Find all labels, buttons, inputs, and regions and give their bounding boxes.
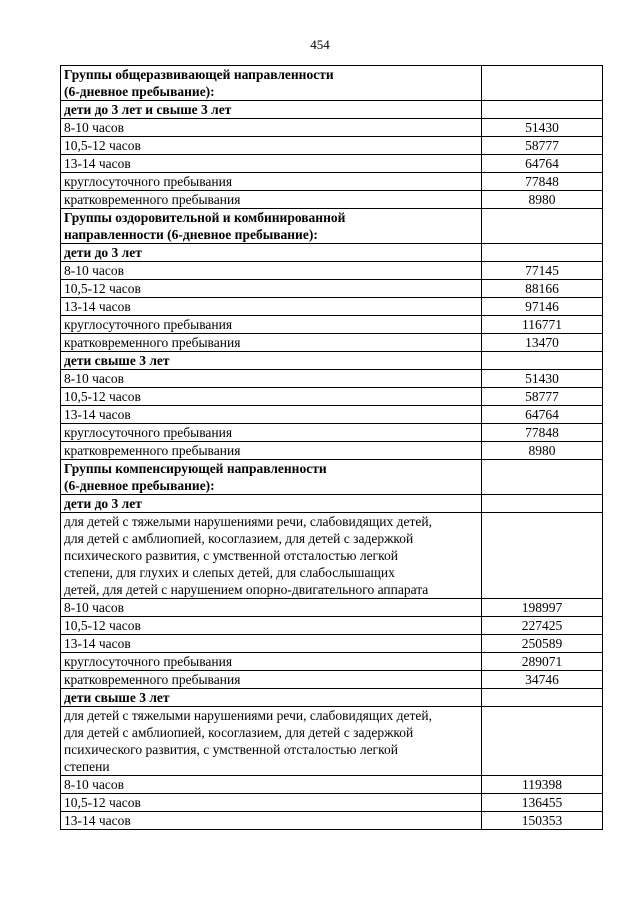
row-label: кратковременного пребывания <box>61 191 482 209</box>
row-value: 227425 <box>482 617 603 635</box>
row-label: 13-14 часов <box>61 406 482 424</box>
table-row <box>61 119 603 137</box>
row-label: кратковременного пребывания <box>61 442 482 460</box>
category-description: для детей с тяжелыми нарушениями речи, слабовидящих детей, для детей с амблиопией, косоглазием, для детей с задержкой психического развития, с умственной отсталостью легкой степени, для глухих и слепых детей, для слабослышащих детей, для детей с нарушением опорно-двигательного аппарата <box>61 513 482 599</box>
table-row <box>61 262 603 280</box>
table-row <box>61 137 603 155</box>
row-value: 64764 <box>482 155 603 173</box>
age-subheading: дети до 3 лет <box>61 244 482 262</box>
table-row <box>61 635 603 653</box>
table-row <box>61 776 603 794</box>
group-heading-row <box>61 209 603 244</box>
row-label: 8-10 часов <box>61 119 482 137</box>
row-label: кратковременного пребывания <box>61 334 482 352</box>
table-row <box>61 280 603 298</box>
empty-value-cell <box>482 460 603 495</box>
row-label: 10,5-12 часов <box>61 137 482 155</box>
row-label: 10,5-12 часов <box>61 617 482 635</box>
table-row <box>61 316 603 334</box>
row-label: 8-10 часов <box>61 262 482 280</box>
row-value: 34746 <box>482 671 603 689</box>
row-value: 58777 <box>482 388 603 406</box>
row-label: 10,5-12 часов <box>61 794 482 812</box>
table-row <box>61 298 603 316</box>
table-row <box>61 406 603 424</box>
row-label: 13-14 часов <box>61 298 482 316</box>
category-description: для детей с тяжелыми нарушениями речи, слабовидящих детей, для детей с амблиопией, косоглазием, для детей с задержкой психического развития, с умственной отсталостью легкой степени <box>61 707 482 776</box>
table-row <box>61 442 603 460</box>
table-row <box>61 794 603 812</box>
row-label: 13-14 часов <box>61 635 482 653</box>
empty-value-cell <box>482 689 603 707</box>
age-subheading: дети до 3 лет и свыше 3 лет <box>61 101 482 119</box>
empty-value-cell <box>482 707 603 776</box>
row-value: 58777 <box>482 137 603 155</box>
age-subheading-row <box>61 101 603 119</box>
group-heading: Группы оздоровительной и комбинированной направленности (6-дневное пребывание): <box>61 209 482 244</box>
empty-value-cell <box>482 244 603 262</box>
empty-value-cell <box>482 209 603 244</box>
row-value: 77145 <box>482 262 603 280</box>
age-subheading-row <box>61 689 603 707</box>
table-row <box>61 812 603 830</box>
row-value: 250589 <box>482 635 603 653</box>
group-heading-row <box>61 66 603 101</box>
row-value: 51430 <box>482 119 603 137</box>
row-label: 13-14 часов <box>61 155 482 173</box>
age-subheading: дети свыше 3 лет <box>61 689 482 707</box>
row-label: 13-14 часов <box>61 812 482 830</box>
row-value: 77848 <box>482 424 603 442</box>
table-row <box>61 155 603 173</box>
group-heading: Группы компенсирующей направленности (6-дневное пребывание): <box>61 460 482 495</box>
row-value: 51430 <box>482 370 603 388</box>
age-subheading: дети свыше 3 лет <box>61 352 482 370</box>
group-heading-row <box>61 460 603 495</box>
row-value: 97146 <box>482 298 603 316</box>
table-row <box>61 617 603 635</box>
row-value: 13470 <box>482 334 603 352</box>
category-description-row <box>61 513 603 599</box>
empty-value-cell <box>482 513 603 599</box>
row-value: 198997 <box>482 599 603 617</box>
age-subheading-row <box>61 244 603 262</box>
age-subheading-row <box>61 495 603 513</box>
empty-value-cell <box>482 352 603 370</box>
row-value: 136455 <box>482 794 603 812</box>
table-row <box>61 191 603 209</box>
row-label: 10,5-12 часов <box>61 388 482 406</box>
row-label: круглосуточного пребывания <box>61 173 482 191</box>
table-row <box>61 334 603 352</box>
row-label: 8-10 часов <box>61 370 482 388</box>
row-label: кратковременного пребывания <box>61 671 482 689</box>
age-subheading: дети до 3 лет <box>61 495 482 513</box>
empty-value-cell <box>482 66 603 101</box>
table-row <box>61 388 603 406</box>
row-label: 10,5-12 часов <box>61 280 482 298</box>
table-row <box>61 424 603 442</box>
row-value: 150353 <box>482 812 603 830</box>
row-label: круглосуточного пребывания <box>61 653 482 671</box>
row-label: 8-10 часов <box>61 776 482 794</box>
row-label: круглосуточного пребывания <box>61 316 482 334</box>
row-value: 289071 <box>482 653 603 671</box>
table-row <box>61 599 603 617</box>
group-heading: Группы общеразвивающей направленности (6-дневное пребывание): <box>61 66 482 101</box>
category-description-row <box>61 707 603 776</box>
row-value: 116771 <box>482 316 603 334</box>
row-label: круглосуточного пребывания <box>61 424 482 442</box>
age-subheading-row <box>61 352 603 370</box>
row-value: 8980 <box>482 442 603 460</box>
table-row <box>61 671 603 689</box>
rates-table <box>60 65 603 830</box>
page-number: 454 <box>310 37 330 52</box>
row-label: 8-10 часов <box>61 599 482 617</box>
row-value: 88166 <box>482 280 603 298</box>
row-value: 64764 <box>482 406 603 424</box>
row-value: 119398 <box>482 776 603 794</box>
table-row <box>61 370 603 388</box>
table-row <box>61 653 603 671</box>
empty-value-cell <box>482 101 603 119</box>
empty-value-cell <box>482 495 603 513</box>
row-value: 77848 <box>482 173 603 191</box>
table-row <box>61 173 603 191</box>
row-value: 8980 <box>482 191 603 209</box>
